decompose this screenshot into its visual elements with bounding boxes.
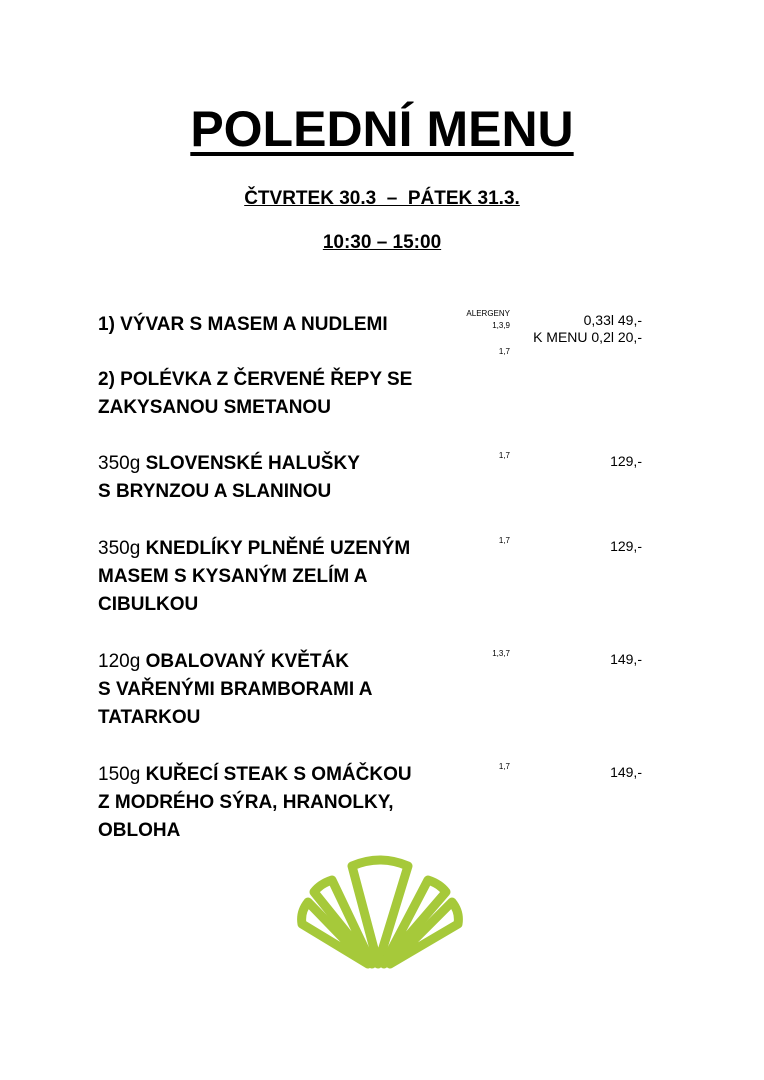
item-name-line: KNEDLÍKY PLNĚNÉ UZENÝM — [145, 538, 411, 559]
shell-logo-icon — [290, 852, 470, 970]
item-weight: 350g — [98, 453, 141, 474]
item-name-line: KUŘECÍ STEAK S OMÁČKOU — [145, 764, 412, 785]
menu-dates: ČTVRTEK 30.3 – PÁTEK 31.3. — [244, 188, 520, 209]
item-name-line: S VAŘENÝMI BRAMBORAMI A — [98, 679, 373, 700]
item-name-line: 2) POLÉVKA Z ČERVENÉ ŘEPY SE — [98, 369, 413, 390]
item-price: 0,33l 49,- — [583, 312, 642, 328]
menu-item-1 — [98, 311, 438, 339]
item-allergens: 1,7 — [498, 536, 510, 545]
item-name-line: MASEM S KYSANÝM ZELÍM A — [98, 566, 368, 587]
item-allergens: 1,3,9 — [492, 321, 510, 330]
item-weight: 120g — [98, 651, 141, 672]
item-name-line: S BRYNZOU A SLANINOU — [98, 481, 332, 502]
allergens-label: ALERGENY — [466, 309, 510, 318]
item-allergens: 1,3,7 — [492, 649, 510, 658]
menu-item-6 — [98, 761, 438, 845]
item-price: 129,- — [610, 453, 642, 469]
item-allergens: 1,7 — [498, 347, 510, 356]
item-name-line: ZAKYSANOU SMETANOU — [98, 397, 331, 418]
item-name-line: CIBULKOU — [98, 594, 199, 615]
item-price: 149,- — [610, 764, 642, 780]
menu-item-3 — [98, 450, 438, 506]
item-price: 149,- — [610, 651, 642, 667]
item-name-line: 1) VÝVAR S MASEM A NUDLEMI — [98, 314, 388, 335]
item-name-line: OBALOVANÝ KVĚTÁK — [145, 651, 349, 672]
item-price-menu: K MENU 0,2l 20,- — [533, 329, 642, 345]
item-allergens: 1,7 — [498, 451, 510, 460]
menu-item-2 — [98, 366, 438, 422]
item-name-line: TATARKOU — [98, 707, 201, 728]
opening-hours: 10:30 – 15:00 — [322, 232, 442, 253]
item-weight: 150g — [98, 764, 141, 785]
menu-item-5 — [98, 648, 438, 732]
item-name-line: SLOVENSKÉ HALUŠKY — [145, 453, 360, 474]
item-weight: 350g — [98, 538, 141, 559]
item-name-line: Z MODRÉHO SÝRA, HRANOLKY, — [98, 792, 394, 813]
item-price: 129,- — [610, 538, 642, 554]
menu-item-4 — [98, 535, 438, 619]
item-allergens: 1,7 — [498, 762, 510, 771]
item-name-line: OBLOHA — [98, 820, 181, 841]
page-title: POLEDNÍ MENU — [190, 101, 574, 157]
